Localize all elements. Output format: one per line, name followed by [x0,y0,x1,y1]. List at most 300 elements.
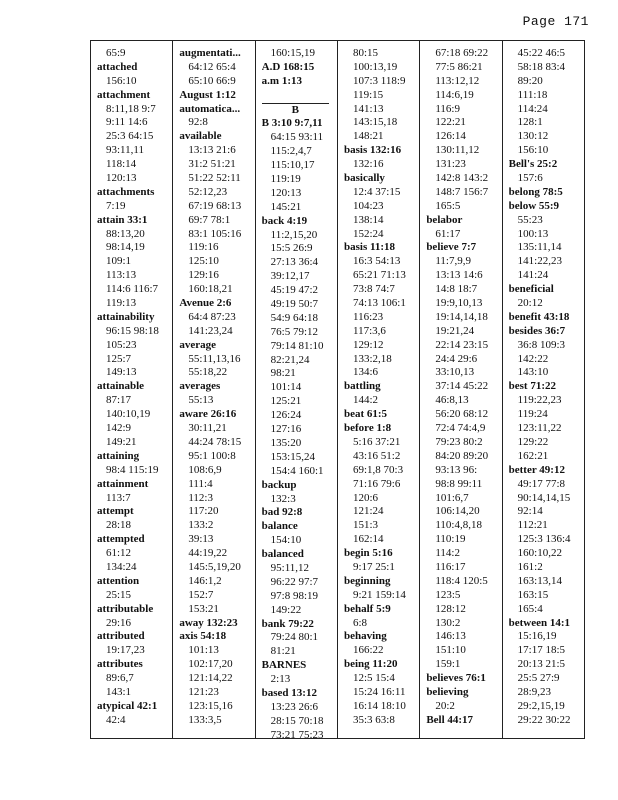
index-page-refs: 129:16 [188,269,219,282]
index-page-refs: 151:10 [435,644,466,657]
index-page-refs: 65:21 71:13 [352,269,406,282]
index-page-refs: 120:6 [352,491,379,504]
index-page-refs: 157:6 [517,172,543,185]
index-page-refs: 114:24 [517,102,548,115]
index-page-refs: 58:18 83:4 [517,60,566,73]
index-page-refs: 51:22 52:11 [188,172,241,185]
index-page-refs: 69:7 78:1 [188,213,231,226]
index-page-refs: 110:19 [435,533,466,546]
index-term: beginning [343,574,391,587]
index-page-refs: 80:15 [352,47,379,59]
index-page-refs: 15:16,19 [517,630,557,643]
index-column [256,41,338,738]
index-page-refs: 24:4 29:6 [435,352,478,365]
index-page-refs: 20:2 [435,699,455,712]
index-page-refs: 151:3 [352,519,379,532]
index-page-refs: 126:14 [435,130,466,143]
index-page-refs: 143:1 [106,685,132,698]
index-page-refs: 71:16 79:6 [352,477,401,490]
index-page-refs: 14:8 18:7 [435,283,478,296]
index-term: back 4:19 [261,214,308,227]
index-page-refs: 141:13 [352,102,384,115]
index-term: aware 26:16 [179,408,237,421]
index-page-refs: 135:20 [270,436,302,449]
index-page-refs: 154:10 [270,534,302,547]
index-page-refs: 101:14 [270,381,302,394]
index-page-refs: 134:24 [106,560,137,573]
index-page-refs: 131:23 [435,158,466,171]
index-term: available [179,130,222,143]
index-page-refs: 73:21 75:23 [270,728,324,738]
index-term: based 13:12 [261,686,317,699]
index-page-refs: 129:22 [517,435,549,448]
index-page-refs: 113:7 [106,491,131,504]
index-page-refs: 141:23,24 [188,324,233,337]
index-page-refs: 160:18,21 [188,283,233,296]
index-term: A.D 168:15 [261,60,315,73]
index-page-refs: 64:15 93:11 [270,131,324,144]
index-page-refs: 19:9,10,13 [435,297,483,310]
index-page-refs: 122:21 [435,116,466,129]
index-page-refs: 55:23 [517,213,543,226]
index-term: below 55:9 [508,199,560,212]
index-column [91,41,173,738]
index-page-refs: 95:1 100:8 [188,449,236,462]
index-column [173,41,255,738]
index-page-refs: 165:4 [517,602,543,615]
index-page-refs: 123:5 [435,588,461,601]
index-page-refs: 30:11,21 [188,422,227,435]
index-page-refs: 119:15 [352,88,384,101]
index-page-refs: 145:21 [270,200,302,213]
index-page-refs: 104:23 [352,199,384,212]
index-term: automatica... [179,102,241,115]
index-page-refs: 149:13 [106,366,137,379]
index-page-refs: 67:19 68:13 [188,199,242,212]
index-page-refs: 163:15 [517,588,549,601]
index-page-refs: 115:2,4,7 [270,145,312,158]
index-page-refs: 13:13 21:6 [188,144,236,157]
index-page-refs: 128:12 [435,602,466,615]
index-page-refs: 125:3 136:4 [517,533,571,546]
section-letter-heading: B [262,103,329,118]
index-term: behalf 5:9 [343,602,391,615]
index-page-refs: 134:6 [352,366,379,379]
index-term: belong 78:5 [508,185,563,198]
index-page-refs: 56:20 68:12 [435,408,489,421]
index-page-refs: 13:23 26:6 [270,700,319,713]
index-page-refs: 101:6,7 [435,491,469,504]
index-page-refs: 143:15,18 [352,116,398,129]
index-page-refs: 15:24 16:11 [352,685,406,698]
index-term: attributed [97,630,145,643]
index-page-refs: 49:19 50:7 [270,298,319,311]
index-page-refs: 17:17 18:5 [517,644,566,657]
index-page-refs: 154:4 160:1 [270,464,324,477]
index-page-refs: 28:18 [106,519,132,532]
index-page-refs: 55:11,13,16 [188,352,241,365]
index-page-refs: 111:4 [188,477,213,490]
index-page-refs: 159:1 [435,658,461,671]
index-page-refs: 79:23 80:2 [435,435,483,448]
index-term: backup [261,478,297,491]
index-page-refs: 166:22 [352,644,384,657]
index-page-refs: 161:2 [517,560,543,573]
index-page-refs: 152:24 [352,227,384,240]
index-term: believe 7:7 [426,241,477,254]
index-term: benefit 43:18 [508,310,570,323]
index-page-refs: 76:5 79:12 [270,325,319,338]
index-page-refs: 29:22 30:22 [517,713,571,726]
index-page-refs: 9:21 159:14 [352,588,406,601]
index-term: a.m 1:13 [261,74,302,87]
index-term: battling [343,380,381,393]
index-page-refs: 39:13 [188,533,214,546]
index-page-refs: 98:14,19 [106,241,145,254]
index-page-refs: 69:1,8 70:3 [352,463,404,476]
index-page-refs: 39:12,17 [270,270,310,283]
word-index-table [90,40,585,739]
index-page-refs: 118:14 [106,158,137,171]
index-page-refs: 37:14 45:22 [435,380,489,393]
index-page-refs: 100:13 [517,227,549,240]
index-page-refs: 119:24 [517,408,548,421]
index-page-refs: 141:22,23 [517,255,562,268]
index-page-refs: 119:13 [106,297,137,310]
index-page-refs: 106:14,20 [435,505,480,518]
index-term: before 1:8 [343,422,392,435]
index-page-refs: 25:5 27:9 [517,672,560,685]
index-page-refs: 138:14 [352,213,384,226]
index-page-refs: 98:4 115:19 [106,463,159,476]
index-term: believing [426,685,469,698]
index-page-refs: 92:8 [188,116,208,129]
index-page-refs: 162:14 [352,533,384,546]
index-page-refs: 19:17,23 [106,644,145,657]
index-page-refs: 49:17 77:8 [517,477,566,490]
index-page-refs: 97:8 98:19 [270,589,319,602]
index-term: basis 11:18 [343,241,396,254]
index-term: beneficial [508,283,554,296]
index-term: better 49:12 [508,463,565,476]
index-term: attainability [97,310,155,323]
index-term: atypical 42:1 [97,699,158,712]
index-page-refs: 146:1,2 [188,574,222,587]
index-page-refs: 125:7 [106,352,132,365]
index-page-refs: 54:9 64:18 [270,311,319,324]
index-page-refs: 8:11,18 9:7 [106,102,156,115]
index-page-refs: 145:5,19,20 [188,560,241,573]
index-page-refs: 22:14 23:15 [435,338,489,351]
index-page-refs: 82:21,24 [270,353,310,366]
index-page-refs: 45:19 47:2 [270,284,319,297]
index-page-refs: 64:4 87:23 [188,310,236,323]
index-page-refs: 29:16 [106,616,132,629]
index-page-refs: 15:5 26:9 [270,242,313,255]
index-page-refs: 9:17 25:1 [352,560,395,573]
index-page-refs: 107:3 118:9 [352,74,406,87]
index-page-refs: 119:16 [188,241,219,254]
index-term: attached [97,60,138,73]
index-page-refs: 55:18,22 [188,366,228,379]
index-page-refs: 13:13 14:6 [435,269,483,282]
index-page-refs: 77:5 86:21 [435,60,483,73]
index-page-refs: 113:13 [106,269,137,282]
index-term: attachment [97,88,151,101]
index-term: averages [179,380,221,393]
index-page-refs: 119:19 [270,173,301,186]
index-term: basically [343,172,385,185]
index-page-refs: 92:14 [517,505,543,518]
index-page-refs: 20:13 21:5 [517,658,566,671]
index-term: best 71:22 [508,380,556,393]
index-term: behaving [343,630,387,643]
index-page-refs: 74:13 106:1 [352,297,406,310]
index-page-refs: 112:21 [517,519,548,532]
index-page-refs: 119:22,23 [517,394,562,407]
index-page-refs: 31:2 51:21 [188,158,236,171]
index-page-refs: 111:18 [517,88,548,101]
index-page-refs: 72:4 74:4,9 [435,422,486,435]
index-page-refs: 98:21 [270,367,296,380]
index-page-refs: 156:10 [517,144,549,157]
index-page-refs: 163:13,14 [517,574,562,587]
index-page-refs: 20:12 [517,297,543,310]
index-page-refs: 115:10,17 [270,159,315,172]
index-page-refs: 28:15 70:18 [270,714,324,727]
index-page-refs: 123:11,22 [517,422,562,435]
index-page-refs: 146:13 [435,630,466,643]
index-page-refs: 43:16 51:2 [352,449,401,462]
index-term: Bell 44:17 [426,713,474,726]
index-page-refs: 6:8 [352,616,368,629]
index-page-refs: 16:3 54:13 [352,255,401,268]
index-page-refs: 112:3 [188,491,213,504]
index-page-refs: 132:16 [352,158,384,171]
index-page-refs: 120:13 [106,172,137,185]
index-term: bad 92:8 [261,506,303,519]
index-page-refs: 12:4 37:15 [352,185,401,198]
index-page-refs: 160:10,22 [517,547,562,560]
index-page-refs: 116:23 [352,310,384,323]
index-page-refs: 133:2 [188,519,214,532]
index-page-refs: 19:21,24 [435,324,475,337]
index-page-refs: 96:15 98:18 [106,324,159,337]
index-page-refs: 11:7,9,9 [435,255,471,268]
index-page-refs: 61:17 [435,227,461,240]
index-term: basis 132:16 [343,144,402,157]
index-page-refs: 153:15,24 [270,450,315,463]
index-page-refs: 148:21 [352,130,384,143]
index-page-refs: 52:12,23 [188,185,228,198]
index-term: attain 33:1 [97,213,148,226]
index-term: balanced [261,548,304,561]
index-term: besides 36:7 [508,324,566,337]
index-page-refs: 16:14 18:10 [352,699,406,712]
index-page-refs: 144:2 [352,394,379,407]
index-page-refs: 133:2,18 [352,352,392,365]
index-term: Bell's 25:2 [508,158,558,171]
index-page-refs: 149:22 [270,603,302,616]
index-page-refs: 165:5 [435,199,461,212]
index-term: belabor [426,213,463,226]
index-term: away 132:23 [179,616,238,629]
index-page-refs: 135:11,14 [517,241,562,254]
index-page-refs: 25:15 [106,588,132,601]
index-page-refs: 67:18 69:22 [435,47,489,59]
index-page-refs: 7:19 [106,199,126,212]
index-page-refs: 130:11,12 [435,144,480,157]
index-page-refs: 142:8 143:2 [435,172,489,185]
index-page-refs: 114:6,19 [435,88,474,101]
index-page-refs: 156:10 [106,74,137,87]
index-term: bank 79:22 [261,617,314,630]
index-term: August 1:12 [179,88,236,101]
index-column [338,41,420,738]
index-page-refs: 130:12 [517,130,549,143]
index-page-refs: 5:16 37:21 [352,435,401,448]
index-term: Avenue 2:6 [179,297,232,310]
index-page-refs: 2:13 [270,673,291,686]
index-page-refs: 84:20 89:20 [435,449,489,462]
index-page-refs: 98:8 99:11 [435,477,483,490]
index-page-refs: 79:14 81:10 [270,339,324,352]
index-page-refs: 113:12,12 [435,74,480,87]
index-term: attempt [97,505,134,518]
index-page-refs: 89:6,7 [106,672,134,685]
index-page-refs: 143:10 [517,366,549,379]
index-term: balance [261,520,298,533]
index-term: attempted [97,533,145,546]
index-page-refs: 65:9 [106,47,126,59]
index-page-refs: 101:13 [188,644,219,657]
index-page-refs: 142:22 [517,352,549,365]
index-page-refs: 152:7 [188,588,214,601]
index-page-refs: 19:14,14,18 [435,310,488,323]
index-term: attributable [97,602,154,615]
index-page-refs: 125:10 [188,255,219,268]
index-page-refs: 95:11,12 [270,561,310,574]
index-page-refs: 153:21 [188,602,219,615]
index-page-refs: 88:13,20 [106,227,145,240]
index-page-refs: 33:10,13 [435,366,475,379]
index-term: axis 54:18 [179,630,227,643]
index-page-refs: 130:2 [435,616,461,629]
index-term: attaining [97,449,140,462]
index-page-refs: 79:24 80:1 [270,631,319,644]
index-page-refs: 11:2,15,20 [270,228,318,241]
index-term: augmentati... [179,47,241,59]
index-page-refs: 93:13 96: [435,463,478,476]
index-page-refs: 132:3 [270,492,296,505]
blank-line [262,89,335,103]
index-page-refs: 148:7 156:7 [435,185,489,198]
index-page-refs: 114:2 [435,547,460,560]
index-page-refs: 127:16 [270,423,302,436]
index-page-refs: 125:21 [270,395,302,408]
index-page-refs: 46:8,13 [435,394,469,407]
index-page-refs: 128:1 [517,116,543,129]
index-page-refs: 83:1 105:16 [188,227,242,240]
index-page-refs: 140:10,19 [106,408,151,421]
index-page-refs: 42:4 [106,713,126,726]
index-page-refs: 118:4 120:5 [435,574,488,587]
index-page-refs: 105:23 [106,338,137,351]
index-page-refs: 117:3,6 [352,324,386,337]
index-page-refs: 87:17 [106,394,132,407]
index-page-refs: 162:21 [517,449,549,462]
index-term: attention [97,574,140,587]
index-page-refs: 36:8 109:3 [517,338,566,351]
index-page-refs: 45:22 46:5 [517,47,566,59]
index-column [503,41,584,738]
index-page-refs: 117:20 [188,505,219,518]
index-page-refs: 64:12 65:4 [188,60,236,73]
index-term: attachments [97,185,155,198]
index-page-refs: 44:19,22 [188,547,228,560]
index-term: B 3:10 9:7,11 [261,117,323,130]
index-page-refs: 61:12 [106,547,132,560]
index-term: beat 61:5 [343,408,388,421]
index-page-refs: 96:22 97:7 [270,575,319,588]
index-column [420,41,502,738]
index-term: attainable [97,380,145,393]
index-page-refs: 142:9 [106,422,132,435]
index-page-refs: 133:3,5 [188,713,222,726]
index-page-refs: 55:13 [188,394,214,407]
index-term: being 11:20 [343,658,398,671]
index-term: average [179,338,216,351]
index-page-refs: 110:4,8,18 [435,519,482,532]
index-page-refs: 35:3 63:8 [352,713,395,726]
index-page-refs: 27:13 36:4 [270,256,319,269]
index-page-refs: 100:13,19 [352,60,398,73]
index-term: attributes [97,658,143,671]
index-page-refs: 129:12 [352,338,384,351]
page-number: Page 171 [522,14,589,29]
index-page-refs: 29:2,15,19 [517,699,565,712]
index-term: believes 76:1 [426,672,486,685]
index-page-refs: 28:9,23 [517,685,551,698]
index-page-refs: 12:5 15:4 [352,672,395,685]
index-page-refs: 108:6,9 [188,463,222,476]
index-page-refs: 93:11,11 [106,144,144,157]
index-term: begin 5:16 [343,547,393,560]
index-page-refs: 102:17,20 [188,658,233,671]
index-page-refs: 89:20 [517,74,543,87]
index-page-refs: 121:14,22 [188,672,233,685]
index-page-refs: 149:21 [106,435,137,448]
index-page-refs: 9:11 14:6 [106,116,148,129]
index-page-refs: 73:8 74:7 [352,283,395,296]
index-term: attainment [97,477,149,490]
index-page-refs: 160:15,19 [270,47,315,59]
index-page-refs: 126:24 [270,409,302,422]
index-page-refs: 120:13 [270,186,302,199]
index-page-refs: 141:24 [517,269,549,282]
index-page-refs: 116:17 [435,560,466,573]
index-page-refs: 109:1 [106,255,132,268]
index-page-refs: 114:6 116:7 [106,283,159,296]
index-page-refs: 65:10 66:9 [188,74,236,87]
index-page-refs: 81:21 [270,645,296,658]
index-page-refs: 121:23 [188,685,219,698]
index-page-refs: 123:15,16 [188,699,233,712]
index-page-refs: 25:3 64:15 [106,130,154,143]
index-page-refs: 90:14,14,15 [517,491,571,504]
index-page-refs: 116:9 [435,102,460,115]
index-term: between 14:1 [508,616,571,629]
